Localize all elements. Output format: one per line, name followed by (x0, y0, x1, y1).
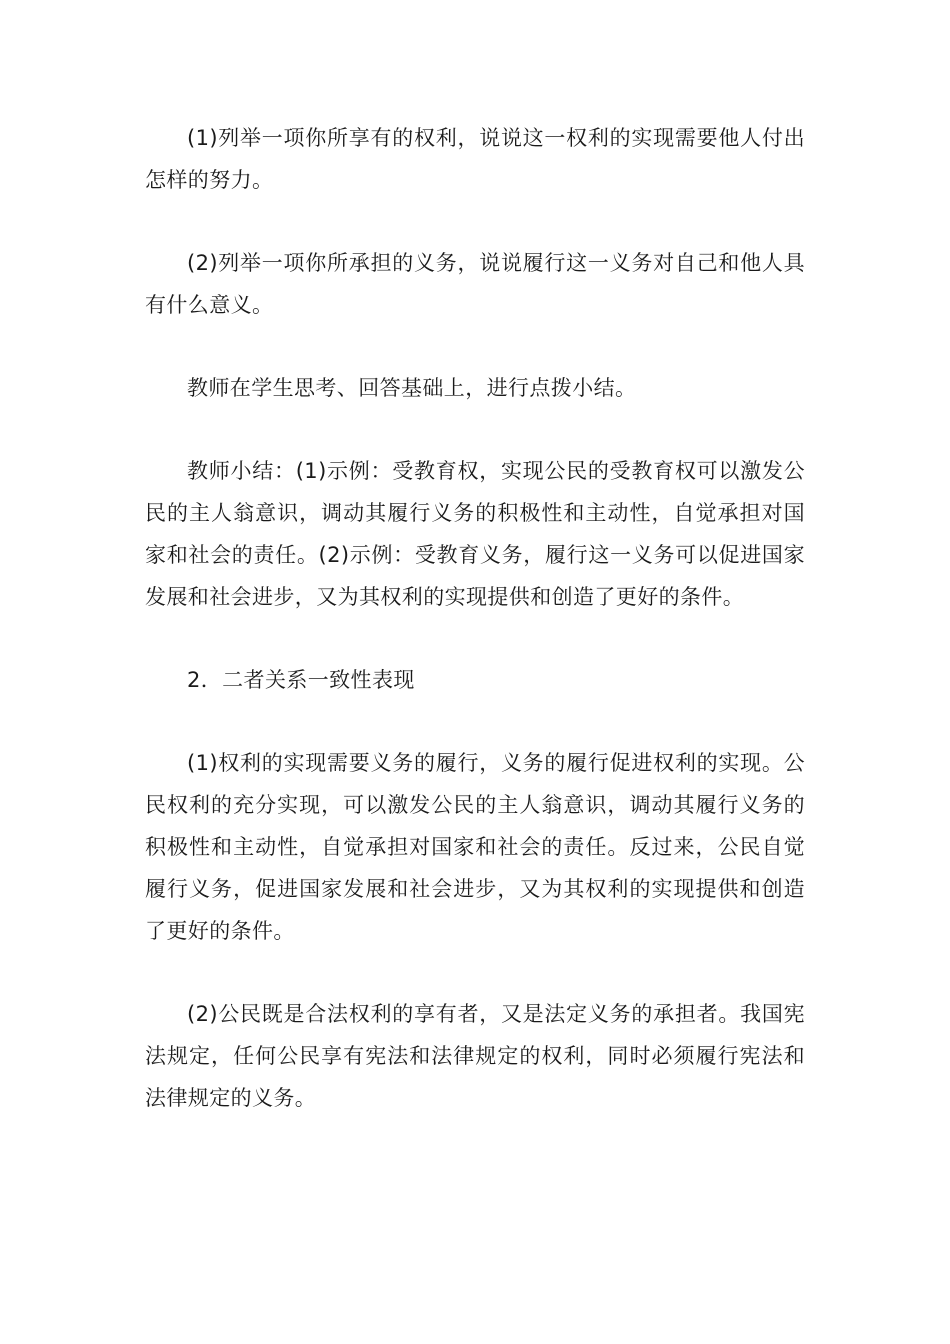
paragraph-relation-2: (2)公民既是合法权利的享有者，又是法定义务的承担者。我国宪法规定，任何公民享有宪法和法律规定的权利，同时必须履行宪法和法律规定的义务。 (145, 1002, 805, 1110)
paragraph-relation-1: (1)权利的实现需要义务的履行，义务的履行促进权利的实现。公民权利的充分实现，可以激发公民的主人翁意识，调动其履行义务的积极性和主动性，自觉承担对国家和社会的责任。反过来，公民自觉履行义务，促进国家发展和社会进步，又为其权利的实现提供和创造了更好的条件。 (145, 751, 805, 943)
paragraph-teacher-guidance: 教师在学生思考、回答基础上，进行点拨小结。 (187, 376, 637, 400)
section-heading-2: 2．二者关系一致性表现 (187, 668, 415, 692)
document-body (145, 117, 805, 1119)
paragraph-teacher-summary: 教师小结：(1)示例：受教育权，实现公民的受教育权可以激发公民的主人翁意识，调动其履行义务的积极性和主动性，自觉承担对国家和社会的责任。(2)示例：受教育义务，履行这一义务可以促进国家发展和社会进步，又为其权利的实现提供和创造了更好的条件。 (145, 459, 805, 609)
paragraph-question-2: (2)列举一项你所承担的义务，说说履行这一义务对自己和他人具有什么意义。 (145, 251, 805, 317)
paragraph-question-1: (1)列举一项你所享有的权利，说说这一权利的实现需要他人付出怎样的努力。 (145, 126, 805, 192)
